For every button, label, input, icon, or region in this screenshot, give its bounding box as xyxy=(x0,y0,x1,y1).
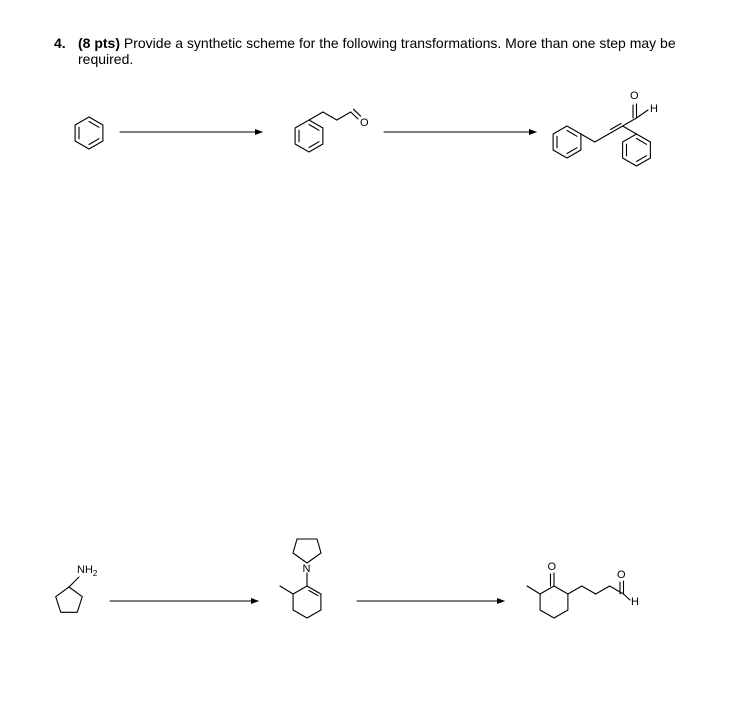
diphenylbutenal-molecule xyxy=(553,90,658,166)
enamine-molecule xyxy=(280,539,321,618)
question-number: 4. xyxy=(54,35,66,51)
keto-aldehyde-molecule xyxy=(527,561,639,618)
enamine-nitrogen-label: N xyxy=(302,563,311,575)
amine-subscript: 2 xyxy=(92,569,98,578)
aldehyde-oxygen-label: O xyxy=(630,90,639,102)
scheme-1 xyxy=(75,90,658,166)
aldehyde-hydrogen-label: H xyxy=(631,596,639,608)
cyclopentylamine-molecule xyxy=(56,564,98,612)
ketone-oxygen-label: O xyxy=(547,561,557,573)
aldehyde-oxygen-label: O xyxy=(617,569,626,581)
scheme-2 xyxy=(56,539,639,618)
question-prompt: Provide a synthetic scheme for the following transformations. More than one step may be xyxy=(123,35,676,51)
phenylacetaldehyde-molecule xyxy=(295,109,369,152)
amine-label xyxy=(77,564,98,578)
benzene-molecule xyxy=(75,117,103,149)
amine-nh-text: NH xyxy=(77,564,93,576)
aldehyde-hydrogen-label: H xyxy=(650,103,658,115)
aldehyde-oxygen-label: O xyxy=(360,117,369,129)
question-points: (8 pts) xyxy=(78,35,120,51)
question-line-2: required. xyxy=(78,51,134,67)
